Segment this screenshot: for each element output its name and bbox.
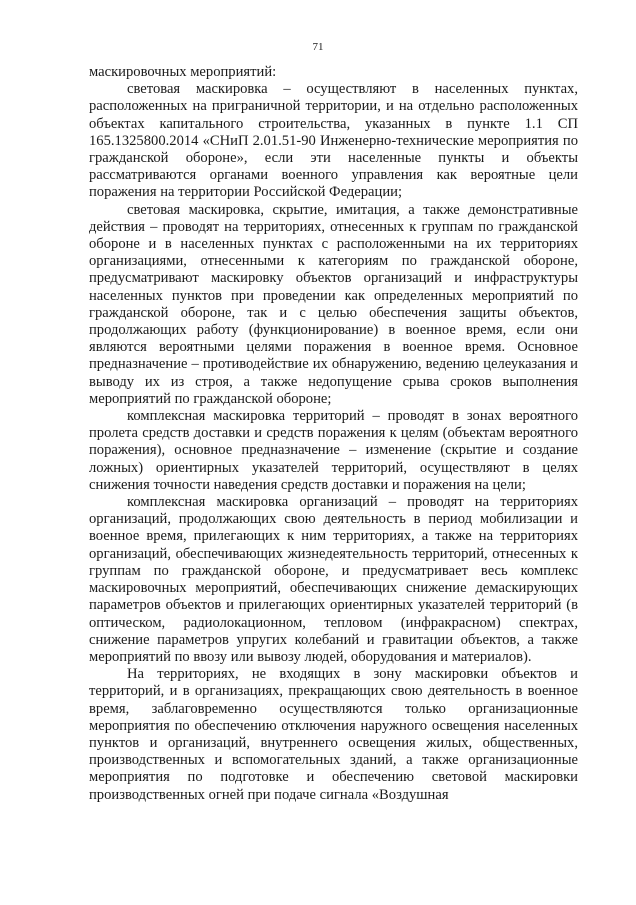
body-text xyxy=(89,64,578,804)
paragraph-complex-masking-territories: комплексная маскировка территорий – проводят в зонах вероятного пролета средств доставки и средств поражения к целям (объектам вероятного поражения), основное предназначение – изменение (скрытие и создание ложных) ориентирных указателей территорий, осуществляют в целях снижения точности наведения средств доставки и поражения на цели; xyxy=(89,408,578,493)
paragraph-intro: маскировочных мероприятий: xyxy=(89,64,277,80)
paragraph-light-masking-concealment: световая маскировка, скрытие, имитация, а также демонстративные действия – проводят на территориях, отнесенных к группам по гражданской обороне и в населенных пунктах с расположенными на их территориях организациями, отнесенными к категориям по гражданской обороне, предусматривают маскировку объектов организаций и инфраструктуры населенных пунктов при проведении как определенных мероприятий по гражданской обороне, так и с целью обеспечения защиты объектов, продолжающих работу (функционирование) в военное время, если они являются вероятными целями поражения в военное время. Основное предназначение – противодействие их обнаружению, ведению целеуказания и выводу их из строя, а также недопущение срыва сроков выполнения мероприятий по гражданской обороне; xyxy=(89,201,578,407)
paragraph-non-masking-territories: На территориях, не входящих в зону маскировки объектов и территорий, и в организациях, прекращающих свою деятельность в военное время, заблаговременно осуществляются только организационные мероприятия по обеспечению отключения наружного освещения населенных пунктов и организаций, внутреннего освещения жилых, общественных, производственных и вспомогательных зданий, а также организационные мероприятия по подготовке и обеспечению световой маскировки производственных огней при подаче сигнала «Воздушная xyxy=(89,666,578,803)
paragraph-complex-masking-organizations: комплексная маскировка организаций – проводят на территориях организаций, продолжающих свою деятельность в период мобилизации и военное время, прилегающих к ним территориях, а также на территориях организаций, обеспечивающих жизнедеятельность территорий, отнесенных к группам по гражданской обороне, и предусматривает весь комплекс маскировочных мероприятий, обеспечивающих снижение демаскирующих параметров объектов и прилегающих ориентирных указателей территорий (в оптическом, радиолокационном, тепловом (инфракрасном) спектрах, снижение параметров упругих колебаний и гравитации объектов, а также мероприятий по ввозу или вывозу людей, оборудования и материалов). xyxy=(89,494,578,665)
page-number: 71 xyxy=(312,41,324,53)
paragraph-light-masking: световая маскировка – осуществляют в населенных пунктах, расположенных на приграничной территории, и на отдельно расположенных объектах капитального строительства, указанных в пункте 1.1 СП 165.1325800.2014 «СНиП 2.01.51-90 Инженерно-технические мероприятия по гражданской обороне», если эти населенные пункты и объекты рассматриваются органами военного управления как вероятные цели поражения на территории Российской Федерации; xyxy=(89,81,578,201)
